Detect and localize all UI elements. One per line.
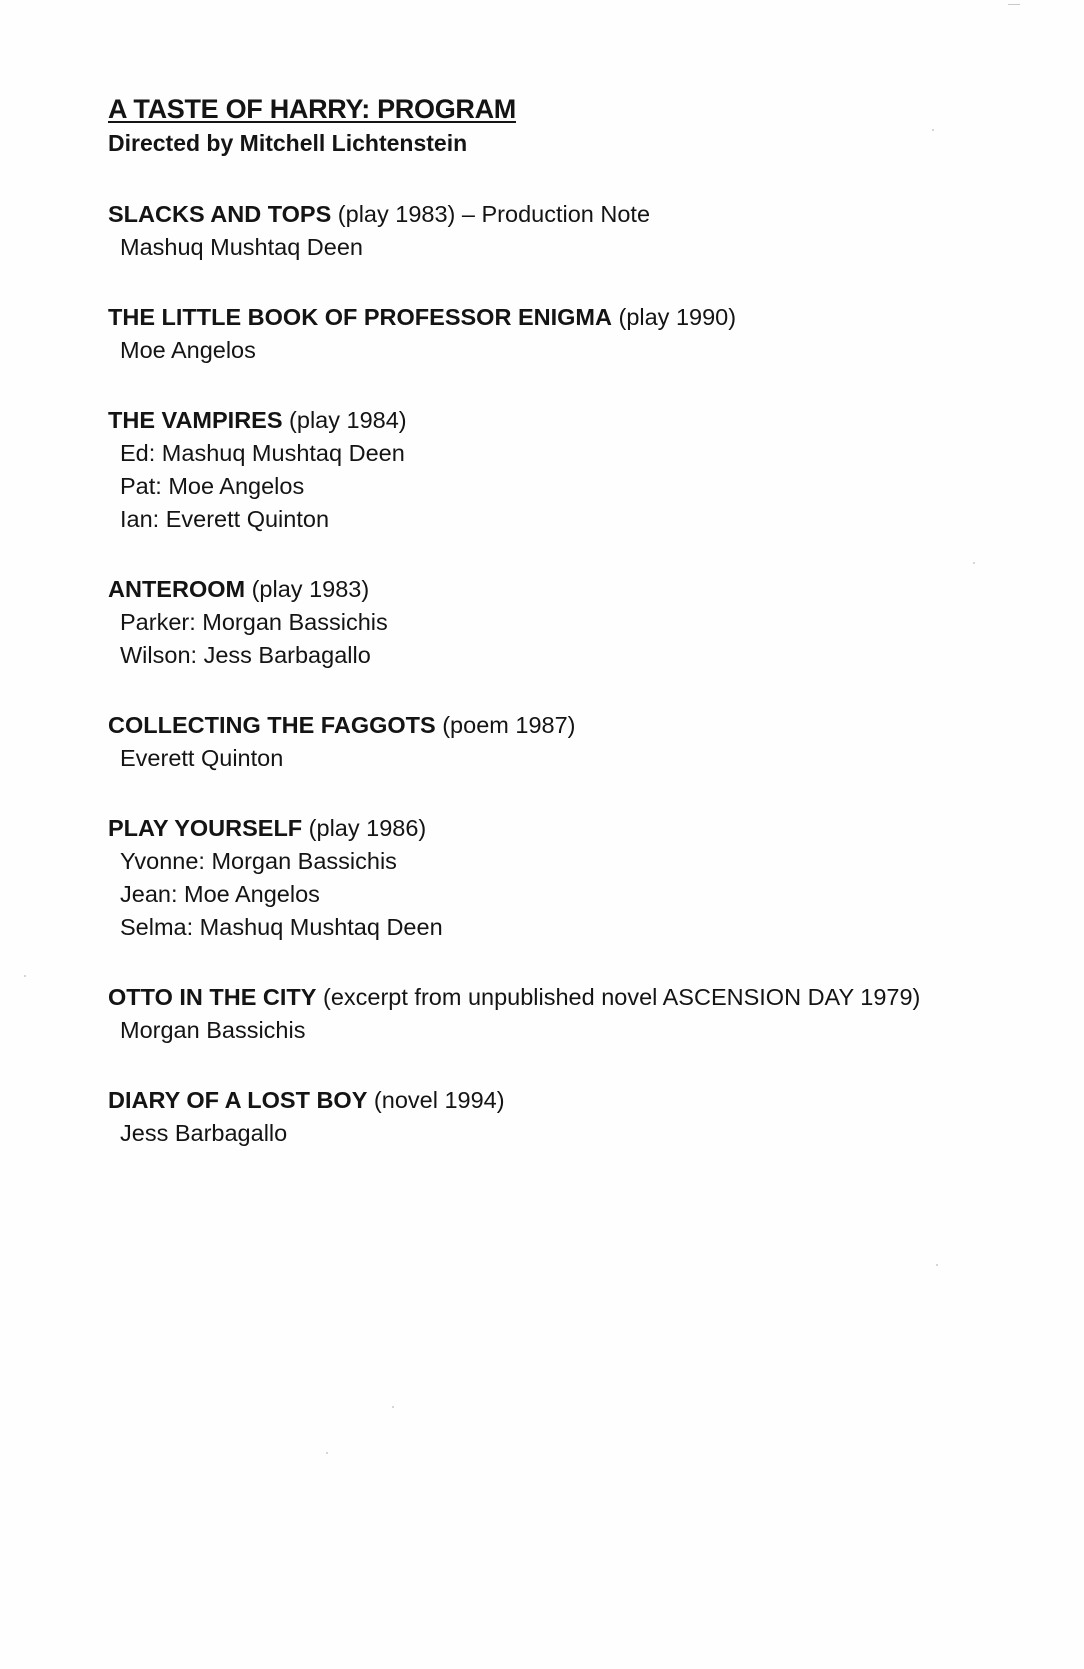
work-title: COLLECTING THE FAGGOTS (108, 712, 436, 738)
program-content (108, 92, 1008, 1150)
scan-speck (24, 975, 26, 977)
work-note: (poem 1987) (435, 712, 576, 738)
performer-line: Everett Quinton (120, 745, 284, 771)
scan-speck (392, 1406, 394, 1408)
program-item-heading (108, 301, 1008, 334)
program-item-heading (108, 812, 1008, 845)
program-item (108, 709, 1008, 775)
scan-speck (936, 1264, 938, 1266)
program-item-heading (108, 198, 1008, 231)
work-note: (play 1986) (302, 815, 427, 841)
work-title: THE VAMPIRES (108, 407, 283, 433)
program-item-heading (108, 709, 1008, 742)
work-title: OTTO IN THE CITY (108, 984, 317, 1010)
director-credit: Directed by Mitchell Lichtenstein (108, 130, 468, 156)
work-note: (novel 1994) (367, 1087, 505, 1113)
work-note: (play 1984) (282, 407, 407, 433)
program-item-heading (108, 1084, 1008, 1117)
program-item (108, 198, 1008, 264)
performer-line: Parker: Morgan Bassichis (120, 609, 388, 635)
performer-line: Pat: Moe Angelos (120, 473, 305, 499)
performer-line: Ian: Everett Quinton (120, 506, 330, 532)
work-title: SLACKS AND TOPS (108, 201, 332, 227)
scan-speck (1008, 4, 1020, 5)
program-item-heading (108, 981, 1008, 1014)
work-note: (excerpt from unpublished novel ASCENSION DAY 1979) (316, 984, 921, 1010)
program-item (108, 301, 1008, 367)
work-note: (play 1983) – Production Note (331, 201, 651, 227)
performer-line: Ed: Mashuq Mushtaq Deen (120, 440, 405, 466)
performer-line: Mashuq Mushtaq Deen (120, 234, 363, 260)
work-title: DIARY OF A LOST BOY (108, 1087, 368, 1113)
performer-line: Jean: Moe Angelos (120, 881, 320, 907)
work-title: PLAY YOURSELF (108, 815, 303, 841)
program-item (108, 404, 1008, 536)
program-item (108, 573, 1008, 672)
work-title: ANTEROOM (108, 576, 246, 602)
scan-speck (326, 1452, 328, 1454)
program-item (108, 812, 1008, 944)
program-item-heading (108, 404, 1008, 437)
performer-line: Wilson: Jess Barbagallo (120, 642, 371, 668)
program-item-heading (108, 573, 1008, 606)
performer-line: Jess Barbagallo (120, 1120, 288, 1146)
program-item (108, 981, 1008, 1047)
work-note: (play 1990) (611, 304, 737, 330)
performer-line: Selma: Mashuq Mushtaq Deen (120, 914, 443, 940)
program-item (108, 1084, 1008, 1150)
work-note: (play 1983) (245, 576, 370, 602)
program-list (108, 198, 1008, 1150)
performer-line: Moe Angelos (120, 337, 256, 363)
program-title: A TASTE OF HARRY: PROGRAM (108, 94, 516, 124)
work-title: THE LITTLE BOOK OF PROFESSOR ENIGMA (108, 304, 612, 330)
performer-line: Yvonne: Morgan Bassichis (120, 848, 397, 874)
performer-line: Morgan Bassichis (120, 1017, 306, 1043)
